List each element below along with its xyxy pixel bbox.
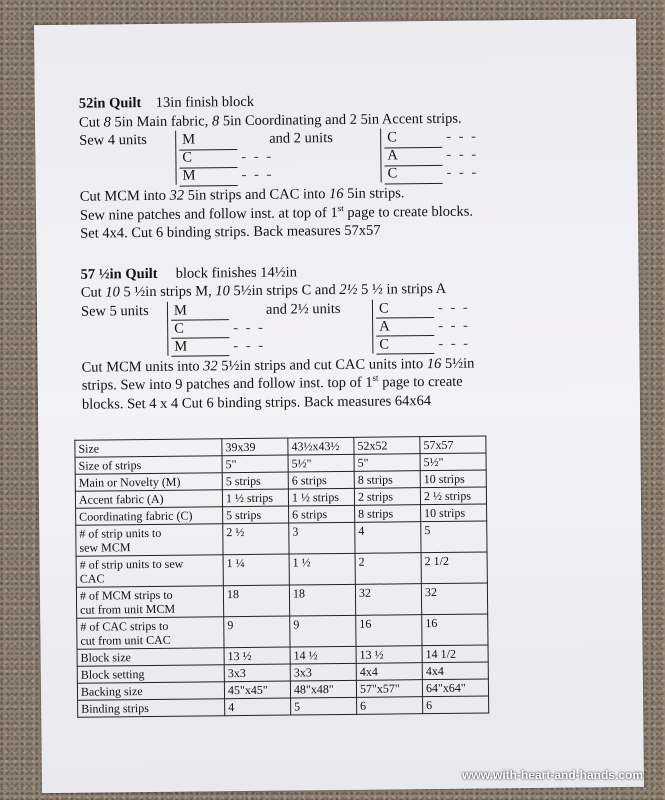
- table-cell: 2 ½: [223, 523, 289, 555]
- unit-cell: [171, 300, 271, 319]
- unit-cell: [171, 336, 271, 355]
- text-fragment: 32: [203, 357, 218, 374]
- unit-letter: C: [384, 128, 442, 148]
- unit-letter: M: [179, 166, 237, 186]
- unit-cell: [179, 130, 279, 149]
- unit-cell: [179, 148, 279, 167]
- unit-cell: [384, 127, 484, 146]
- table-cell: 4x4: [422, 662, 488, 680]
- text-fragment: 8: [211, 112, 220, 129]
- table-cell: 3x3: [290, 663, 356, 681]
- dash-marks: - - -: [437, 299, 470, 316]
- table-cell: 3x3: [224, 664, 290, 682]
- dash-marks: - - -: [241, 166, 274, 184]
- text-fragment: 10: [215, 283, 230, 300]
- table-cell: 5½": [288, 454, 354, 472]
- section1-title: 52in Quilt: [78, 95, 142, 112]
- and-units-label: and 2 units: [269, 130, 333, 147]
- table-cell: 14 1/2: [422, 645, 488, 663]
- unit-cell: [171, 318, 271, 337]
- table-cell: 10 strips: [420, 470, 486, 488]
- table-cell: 9: [290, 615, 356, 647]
- unit-letter: M: [171, 301, 229, 321]
- text-fragment: 2½: [339, 281, 358, 298]
- table-cell: 5: [421, 521, 487, 553]
- unit-letter: M: [179, 130, 237, 150]
- table-cell: 39x39: [222, 438, 288, 456]
- table-cell: 6 strips: [288, 471, 354, 489]
- table-cell: Block setting: [77, 665, 224, 684]
- table-cell: Size of strips: [75, 456, 222, 475]
- table-cell: 1 ½: [289, 553, 355, 585]
- text-fragment: Cut: [80, 284, 106, 301]
- table-cell: 5": [354, 454, 420, 472]
- table-cell: 52x52: [354, 437, 420, 455]
- unit-cell: [376, 334, 476, 353]
- table-cell: 18: [289, 584, 355, 616]
- table-cell: 1 ½ strips: [288, 488, 354, 506]
- text-fragment: page to create blocks.: [343, 203, 474, 221]
- dash-marks: - - -: [446, 146, 479, 163]
- unit-cell: [376, 316, 476, 335]
- table-cell: 32: [421, 583, 487, 615]
- table-row: [77, 614, 488, 649]
- unit-letter: C: [376, 299, 434, 319]
- text-fragment: Cut MCM into: [79, 187, 170, 205]
- table-cell: 4: [355, 522, 421, 554]
- table-cell: 5 strips: [222, 472, 288, 490]
- table-row: [76, 552, 487, 587]
- table-cell: # of strip units to sew CAC: [76, 555, 223, 588]
- table-cell: 6: [423, 696, 489, 714]
- table-cell: 64"x64": [422, 679, 488, 697]
- sew-units-label: Sew 5 units: [80, 302, 149, 320]
- section2-subtitle: block finishes 14½in: [175, 263, 297, 282]
- text-fragment: 5 ½ in strips A: [357, 280, 447, 298]
- text-fragment: 5½in strips and cut CAC units into: [217, 355, 427, 374]
- table-cell: Block size: [77, 648, 224, 667]
- text-fragment: Cut: [78, 113, 104, 131]
- text-fragment: 5in strips.: [343, 185, 405, 202]
- table-cell: 32: [355, 584, 421, 616]
- table-cell: Main or Novelty (M): [75, 473, 222, 492]
- section1-subtitle: 13in finish block: [155, 93, 255, 111]
- dash-marks: - - -: [233, 337, 266, 354]
- unit-mcm-diagram: [171, 300, 272, 355]
- table-cell: # of MCM strips to cut from unit MCM: [76, 586, 223, 619]
- text-fragment: 16: [329, 185, 344, 203]
- table-cell: # of strip units to sew MCM: [76, 524, 223, 557]
- table-cell: 2 1/2: [421, 552, 487, 584]
- dash-marks: - - -: [233, 319, 266, 336]
- unit-mcm-diagram: [179, 130, 280, 185]
- table-cell: 14 ½: [290, 646, 356, 664]
- text-fragment: 16: [426, 355, 442, 372]
- table-cell: 57"x57": [356, 680, 422, 698]
- section2-units-diagram: [81, 297, 622, 359]
- section1-set-line: Set 4x4. Cut 6 binding strips. Back measures 57x57: [80, 222, 381, 242]
- table-cell: 6: [357, 697, 423, 715]
- unit-letter: A: [376, 316, 434, 336]
- table-cell: 5": [222, 455, 288, 473]
- text-fragment: Sew nine patches and follow inst. at top of 1: [79, 204, 338, 224]
- table-cell: 5 strips: [223, 506, 289, 524]
- and-units-label: and 2½ units: [265, 300, 341, 318]
- table-cell: Size: [75, 439, 222, 458]
- unit-cac-diagram: [376, 298, 477, 353]
- table-cell: 2: [355, 553, 421, 585]
- unit-cac-diagram: [384, 127, 485, 182]
- text-fragment: 10: [105, 284, 120, 301]
- watermark-url: www.with-heart-and-hands.com: [462, 768, 643, 782]
- table-cell: 2 ½ strips: [420, 487, 486, 505]
- table-cell: 13 ½: [356, 646, 422, 664]
- table-cell: 3: [289, 522, 355, 554]
- table-row: [78, 696, 489, 717]
- table-cell: 5½": [420, 453, 486, 471]
- unit-letter: M: [171, 337, 229, 357]
- text-fragment: 5½in strips C and: [229, 281, 340, 300]
- unit-cell: [179, 166, 279, 185]
- text-fragment: st: [372, 372, 379, 383]
- table-cell: 48"x48": [290, 680, 356, 698]
- table-cell: 4: [225, 698, 291, 716]
- table-cell: 13 ½: [224, 647, 290, 665]
- table-cell: 45"x45": [224, 681, 290, 699]
- table-cell: 4x4: [356, 663, 422, 681]
- table-cell: 6 strips: [289, 505, 355, 523]
- table-body: [75, 436, 489, 717]
- dash-marks: - - -: [446, 164, 479, 181]
- table-cell: Backing size: [77, 682, 224, 701]
- table-cell: 8 strips: [354, 471, 420, 489]
- text-fragment: 5 ½in strips M,: [119, 283, 216, 301]
- dash-marks: - - -: [438, 317, 470, 334]
- table-cell: 10 strips: [421, 504, 487, 522]
- table-cell: 2 strips: [354, 488, 420, 506]
- document-content: [79, 89, 622, 414]
- table-cell: 18: [223, 585, 289, 617]
- text-fragment: 8: [103, 113, 111, 130]
- sew-units-label: Sew 4 units: [79, 131, 147, 149]
- text-fragment: Cut MCM units into: [81, 357, 204, 376]
- unit-letter: C: [179, 148, 237, 168]
- table-cell: 8 strips: [355, 505, 421, 523]
- table-cell: Coordinating fabric (C): [76, 507, 223, 526]
- unit-letter: A: [384, 146, 442, 166]
- table-row: [76, 583, 487, 618]
- text-fragment: 5in Coordinating and 2 5in Accent strips.: [219, 110, 462, 129]
- unit-cell: [376, 298, 476, 317]
- unit-cell: [384, 145, 484, 164]
- section1-units-diagram: [79, 126, 620, 188]
- section2-title: 57 ½in Quilt: [80, 265, 158, 283]
- table-cell: 16: [356, 615, 422, 647]
- text-fragment: page to create: [378, 373, 463, 391]
- unit-letter: C: [384, 164, 442, 184]
- text-fragment: st: [337, 202, 344, 213]
- text-fragment: 5in Main fabric,: [110, 112, 212, 130]
- table-cell: Binding strips: [78, 699, 225, 718]
- table-row: [76, 521, 487, 556]
- table-cell: 9: [224, 616, 290, 648]
- table-cell: 43½x43½: [288, 437, 354, 455]
- text-fragment: 5in strips and CAC into: [184, 186, 330, 204]
- text-fragment: strips. Sew into 9 patches and follow inst. top of 1: [81, 374, 373, 394]
- paper-sheet: [34, 19, 644, 793]
- table-cell: 1 ½ strips: [222, 489, 288, 507]
- table-cell: Accent fabric (A): [75, 490, 222, 509]
- text-fragment: 5½in: [441, 355, 475, 372]
- dash-marks: - - -: [241, 148, 274, 166]
- unit-letter: C: [376, 334, 434, 354]
- table-cell: # of CAC strips to cut from unit CAC: [77, 617, 224, 650]
- table-cell: 16: [422, 614, 488, 646]
- table-cell: 57x57: [420, 436, 486, 454]
- unit-cell: [384, 163, 484, 182]
- table-cell: 1 ¼: [223, 554, 289, 586]
- dash-marks: - - -: [438, 335, 471, 352]
- text-fragment: 32: [169, 187, 185, 204]
- section2-para-line3: blocks. Set 4 x 4 Cut 6 binding strips. Back measures 64x64: [81, 392, 432, 413]
- unit-letter: C: [171, 319, 229, 339]
- dash-marks: - - -: [446, 128, 479, 145]
- table-cell: 5: [291, 697, 357, 715]
- quilt-size-table: [74, 435, 489, 717]
